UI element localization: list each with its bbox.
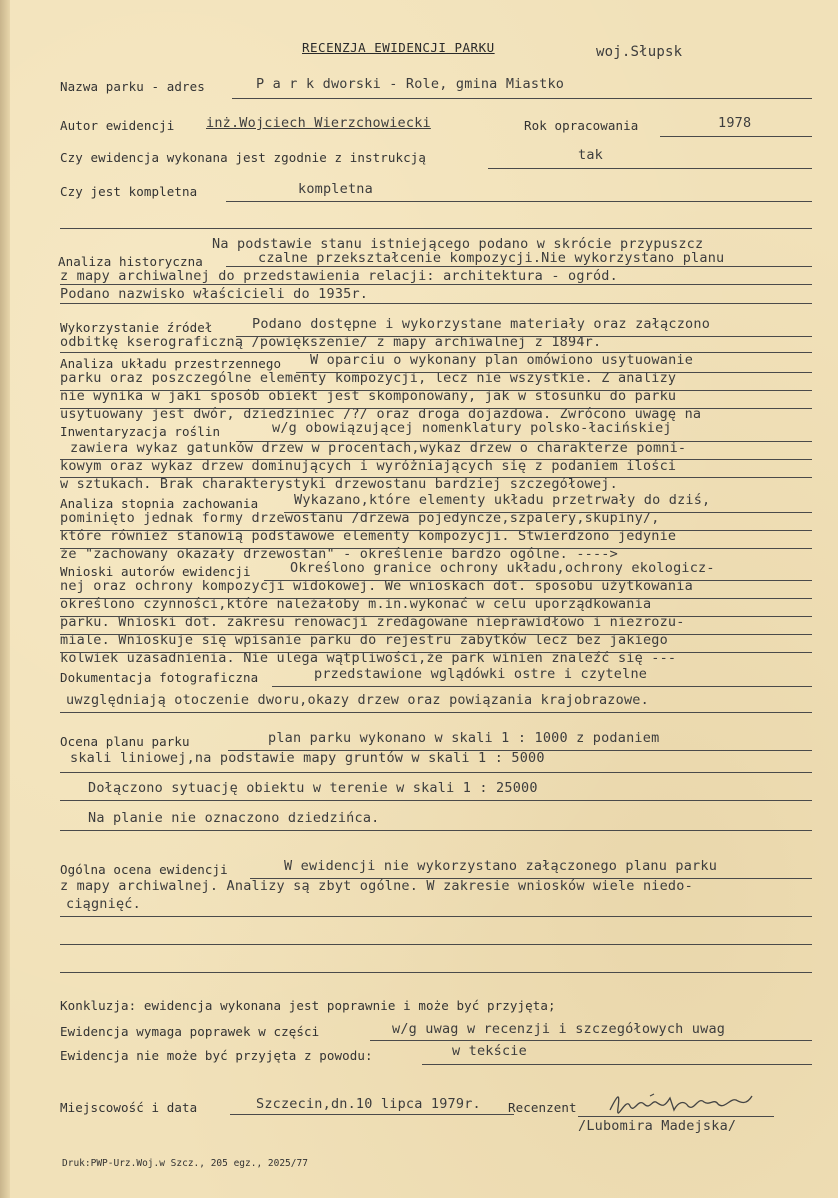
conclusions-rule-4 <box>60 634 812 635</box>
overall-rule-3 <box>60 944 812 945</box>
reviewer-label: Recenzent <box>508 1100 577 1115</box>
instruction-rule <box>488 168 812 169</box>
name-label: Nazwa parku - adres <box>60 79 205 94</box>
photo-line-2: uwzględniają otoczenie dworu,okazy drzew oraz powiązania krajobrazowe. <box>66 692 649 708</box>
plan-rule-3 <box>60 800 812 801</box>
photo-line-1: przedstawione wglądówki ostre i czytelne <box>314 666 648 682</box>
overall-rule-4 <box>60 972 812 973</box>
historical-line-3: z mapy archiwalnej do przedstawienia relacji: architektura - ogród. <box>60 268 618 284</box>
plan-line-2: skali liniowej,na podstawie mapy gruntów w skali 1 : 5000 <box>70 750 545 766</box>
preservation-line-1: Wykazano,które elementy układu przetrwały do dziś, <box>294 492 711 508</box>
historical-line-2: czalne przekształcenie kompozycji.Nie wykorzystano planu <box>258 250 725 266</box>
conclusions-line-2: nej oraz ochrony kompozycji widokowej. We wnioskach dot. sposobu użytkowania <box>60 578 693 594</box>
plan-line-3: Dołączono sytuację obiektu w terenie w skali 1 : 25000 <box>88 780 538 796</box>
historical-rule-3 <box>60 303 812 304</box>
plants-rule-1 <box>236 441 812 442</box>
spatial-rule-2 <box>60 390 812 391</box>
conclusion-line2-rule <box>370 1040 812 1041</box>
preservation-line-2: pominięto jednak formy drzewostanu /drzewa pojedyncze,szpalery,skupiny/, <box>60 510 660 526</box>
conclusion-line-1: Konkluzja: ewidencja wykonana jest poprawnie i może być przyjęta; <box>60 998 556 1013</box>
conclusion-line3-value: w tekście <box>452 1043 527 1059</box>
overall-rule-1 <box>250 878 812 879</box>
instruction-value: tak <box>578 147 603 163</box>
conclusions-rule-2 <box>60 598 812 599</box>
print-info: Druk:PWP-Urz.Woj.w Szcz., 205 egz., 2025/77 <box>62 1158 308 1169</box>
place-rule <box>230 1114 514 1115</box>
preservation-line-3: które również stanowią podstawowe elementy kompozycji. Stwierdzono jedynie <box>60 528 677 544</box>
conclusions-line-3: określono czynności,które należałoby m.in.wykonać w celu uporządkowania <box>60 596 652 612</box>
plants-line-1: w/g obowiązującej nomenklatury polsko-łacińskiej <box>272 420 672 436</box>
conclusions-rule-3 <box>60 616 812 617</box>
historical-rule-1 <box>226 266 812 267</box>
plan-rule-1 <box>228 750 812 751</box>
spatial-line-2: parku oraz poszczególne elementy kompozycji, lecz nie wszystkie. Z analizy <box>60 370 677 386</box>
plan-label: Ocena planu parku <box>60 734 190 749</box>
overall-label: Ogólna ocena ewidencji <box>60 862 228 877</box>
sources-line-2: odbitkę kserograficzną /powiększenie/ z mapy archiwalnej z 1894r. <box>60 334 602 350</box>
conclusion-line3-rule <box>422 1064 812 1065</box>
spatial-label: Analiza układu przestrzennego <box>60 356 282 371</box>
plan-rule-4 <box>60 830 812 831</box>
complete-rule <box>226 201 812 202</box>
conclusion-line2-value: w/g uwag w recenzji i szczegółowych uwag <box>392 1021 726 1037</box>
overall-line-1: W ewidencji nie wykorzystano załączonego planu parku <box>284 858 718 874</box>
year-label: Rok opracowania <box>524 118 639 133</box>
sources-line-1: Podano dostępne i wykorzystane materiały oraz załączono <box>252 316 711 332</box>
plants-rule-3 <box>60 477 812 478</box>
conclusion-line2-label: Ewidencja wymaga poprawek w części <box>60 1024 320 1039</box>
conclusions-line-4: parku. Wnioski dot. zakresu renowacji zredagowane nieprawidłowo i niezrozu- <box>60 614 685 630</box>
plan-line-1: plan parku wykonano w skali 1 : 1000 z podaniem <box>268 730 660 746</box>
spatial-line-4: usytuowany jest dwór, dziedziniec /?/ oraz droga dojazdowa. Zwrócono uwagę na <box>60 406 702 422</box>
preservation-rule-1 <box>284 512 812 513</box>
historical-line-1: Na podstawie stanu istniejącego podano w skrócie przypuszcz <box>212 236 704 252</box>
author-value: inż.Wojciech Wierzchowiecki <box>206 115 431 131</box>
plants-line-4: w sztukach. Brak charakterystyki drzewostanu bardziej szczegółowej. <box>60 476 618 492</box>
conclusions-line-1: Określono granice ochrony układu,ochrony ekologicz- <box>290 560 715 576</box>
reviewer-rule <box>578 1116 774 1117</box>
overall-rule-2 <box>60 916 812 917</box>
overall-line-2: z mapy archiwalnej. Analizy są zbyt ogólne. W zakresie wniosków wiele niedo- <box>60 878 693 894</box>
plan-rule-2 <box>60 772 812 773</box>
conclusions-rule-5 <box>60 652 812 653</box>
preservation-rule-2 <box>60 530 812 531</box>
conclusion-line3-label: Ewidencja nie może być przyjęta z powodu: <box>60 1048 373 1063</box>
reviewer-name: /Lubomira Madejska/ <box>578 1118 737 1134</box>
place-label: Miejscowość i data <box>60 1100 198 1115</box>
plants-label: Inwentaryzacja roślin <box>60 424 221 439</box>
plan-line-4: Na planie nie oznaczono dziedzińca. <box>88 810 380 826</box>
sources-label: Wykorzystanie źródeł <box>60 320 213 335</box>
year-rule <box>660 136 812 137</box>
blank-rule <box>60 228 812 229</box>
conclusions-label: Wnioski autorów ewidencji <box>60 564 251 579</box>
conclusions-line-6: kolwiek uzasadnienia. Nie ulega wątpliwości,że park winien znaleźć się --- <box>60 650 677 666</box>
conclusions-line-5: miale. Wnioskuje się wpisanie parku do rejestru zabytków lecz bez jakiego <box>60 632 668 648</box>
spatial-rule-3 <box>60 408 812 409</box>
name-value: P a r k dworski - Role, gmina Miastko <box>256 76 565 92</box>
plants-line-3: kowym oraz wykaz drzew dominujących i wyróżniających się z podaniem ilości <box>60 458 677 474</box>
plants-rule-2 <box>60 459 812 460</box>
photo-rule-1 <box>272 686 812 687</box>
region-stamp: woj.Słupsk <box>596 44 683 60</box>
complete-label: Czy jest kompletna <box>60 184 198 199</box>
page-edge <box>0 0 10 1198</box>
conclusions-rule-1 <box>264 580 812 581</box>
spatial-line-1: W oparciu o wykonany plan omówiono usytuowanie <box>310 352 694 368</box>
spatial-line-3: nie wynika w jaki sposób obiekt jest skomponowany, jak w stosunku do parku <box>60 388 677 404</box>
year-value: 1978 <box>718 115 752 131</box>
preservation-line-4: że "zachowany okazały drzewostan" - określenie bardzo ogólne. ----> <box>60 546 618 562</box>
author-label: Autor ewidencji <box>60 118 175 133</box>
name-rule <box>232 98 812 99</box>
photo-rule-2 <box>60 712 812 713</box>
sources-rule-1 <box>236 336 812 337</box>
photo-label: Dokumentacja fotograficzna <box>60 670 259 685</box>
overall-line-3: ciągnięć. <box>66 896 141 912</box>
instruction-label: Czy ewidencja wykonana jest zgodnie z instrukcją <box>60 150 427 165</box>
place-value: Szczecin,dn.10 lipca 1979r. <box>256 1096 481 1112</box>
historical-label: Analiza historyczna <box>58 254 203 269</box>
preservation-rule-3 <box>60 548 812 549</box>
plants-line-2: zawiera wykaz gatunków drzew w procentach,wykaz drzew o charakterze pomni- <box>70 440 687 456</box>
preservation-label: Analiza stopnia zachowania <box>60 496 259 511</box>
document-title: RECENZJA EWIDENCJI PARKU <box>302 40 495 55</box>
spatial-rule-1 <box>296 372 812 373</box>
historical-rule-2 <box>60 284 812 285</box>
complete-value: kompletna <box>298 181 373 197</box>
historical-line-4: Podano nazwisko właścicieli do 1935r. <box>60 286 369 302</box>
